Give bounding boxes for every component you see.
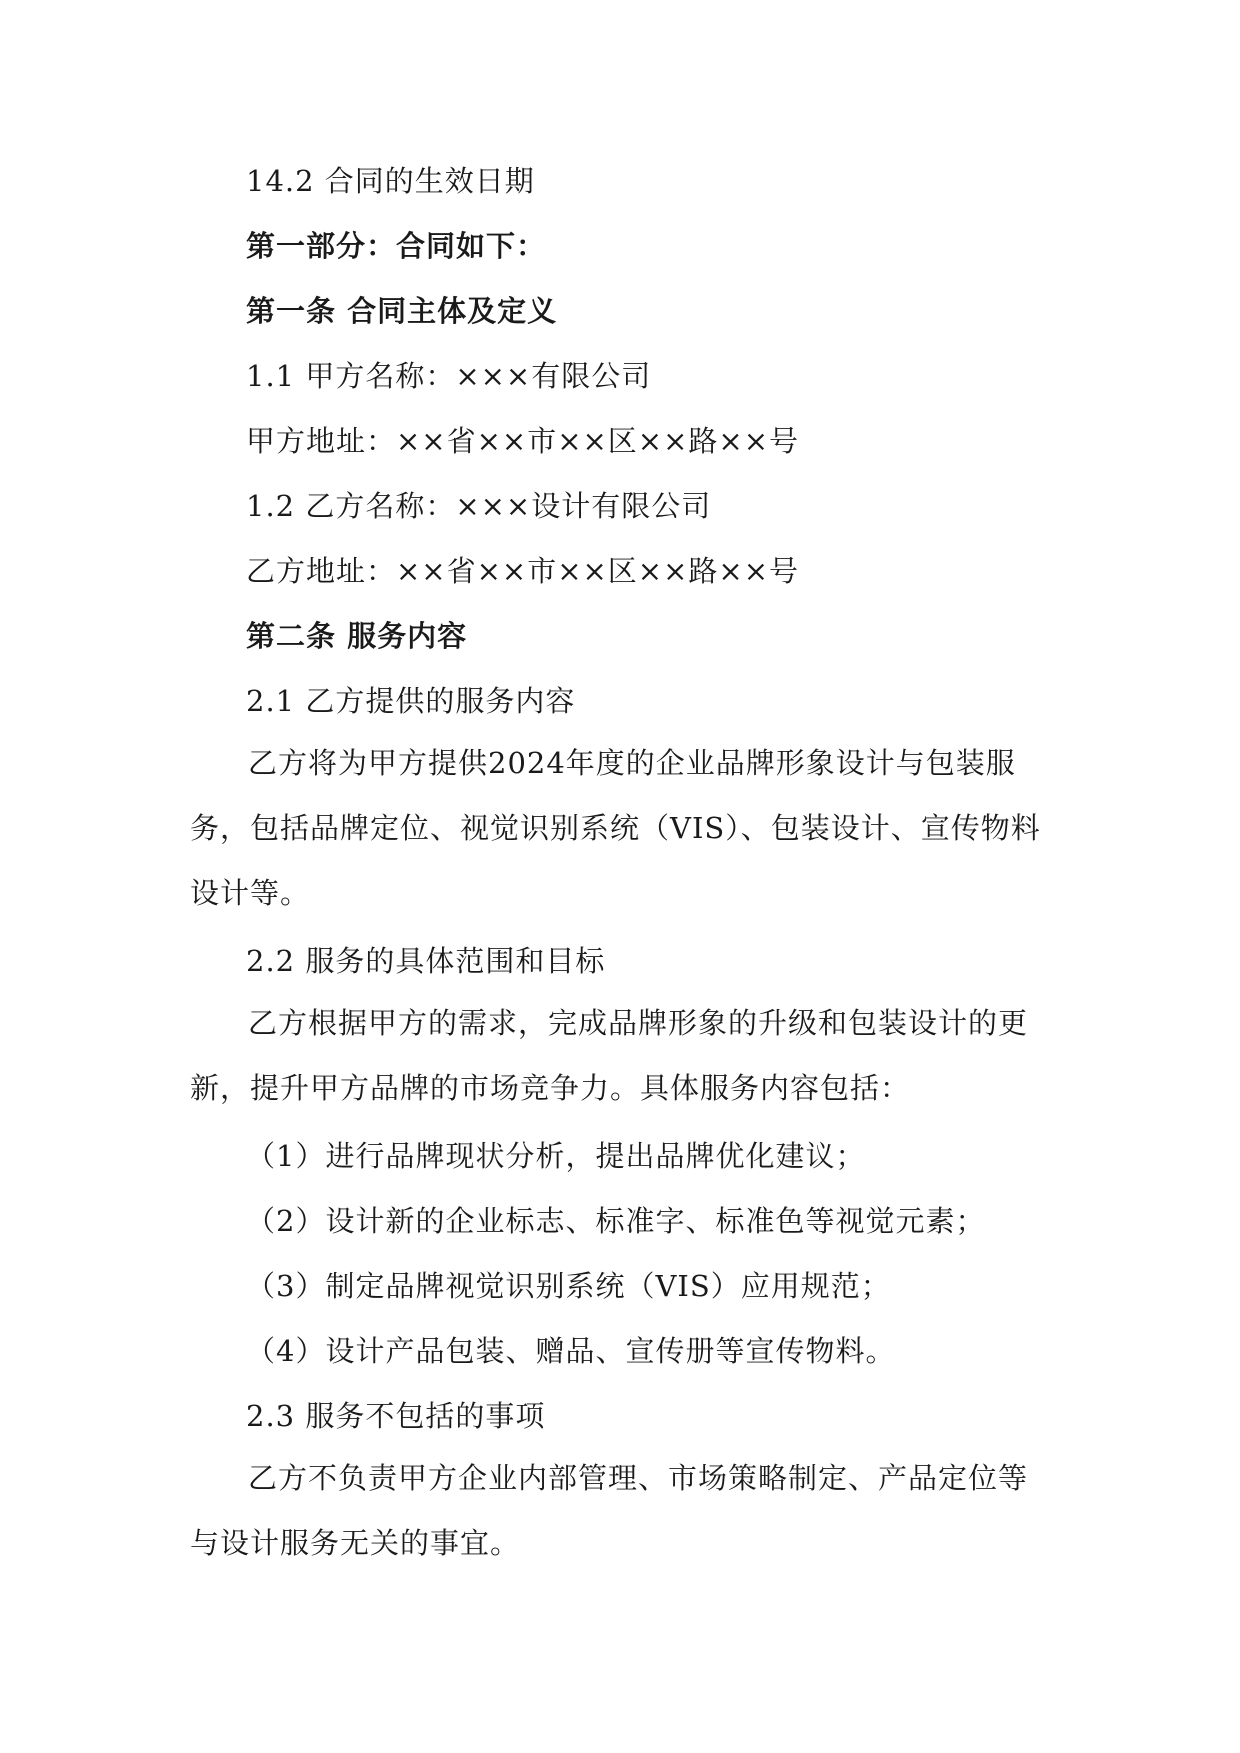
party-b-name: 1.2 乙方名称：×××设计有限公司	[246, 489, 712, 523]
party-b-address: 乙方地址：××省××市××区××路××号	[246, 554, 799, 588]
list-item-3: （3）制定品牌视觉识别系统（VIS）应用规范；	[246, 1269, 891, 1303]
article-one-heading: 第一条 合同主体及定义	[246, 294, 558, 328]
section-2-1-title: 2.1 乙方提供的服务内容	[246, 684, 576, 718]
section-2-1-paragraph: 乙方将为甲方提供2024年度的企业品牌形象设计与包装服务，包括品牌定位、视觉识别系统（VIS）、包装设计、宣传物料设计等。	[190, 746, 1041, 910]
section-2-3-paragraph: 乙方不负责甲方企业内部管理、市场策略制定、产品定位等与设计服务无关的事宜。	[190, 1461, 1029, 1560]
list-item-1: （1）进行品牌现状分析，提出品牌优化建议；	[246, 1139, 866, 1173]
section-2-2-paragraph: 乙方根据甲方的需求，完成品牌形象的升级和包装设计的更新，提升甲方品牌的市场竞争力。具体服务内容包括：	[190, 1006, 1029, 1105]
list-item-4: （4）设计产品包装、赠品、宣传册等宣传物料。	[246, 1334, 896, 1368]
section-2-3-title: 2.3 服务不包括的事项	[246, 1399, 546, 1433]
article-two-heading: 第二条 服务内容	[246, 619, 468, 653]
party-a-address: 甲方地址：××省××市××区××路××号	[246, 424, 799, 458]
part-one-heading: 第一部分：合同如下：	[246, 229, 547, 263]
section-14-2-title: 14.2 合同的生效日期	[246, 164, 535, 198]
list-item-2: （2）设计新的企业标志、标准字、标准色等视觉元素；	[246, 1204, 986, 1238]
section-2-2-title: 2.2 服务的具体范围和目标	[246, 944, 606, 978]
party-a-name: 1.1 甲方名称：×××有限公司	[246, 359, 652, 393]
